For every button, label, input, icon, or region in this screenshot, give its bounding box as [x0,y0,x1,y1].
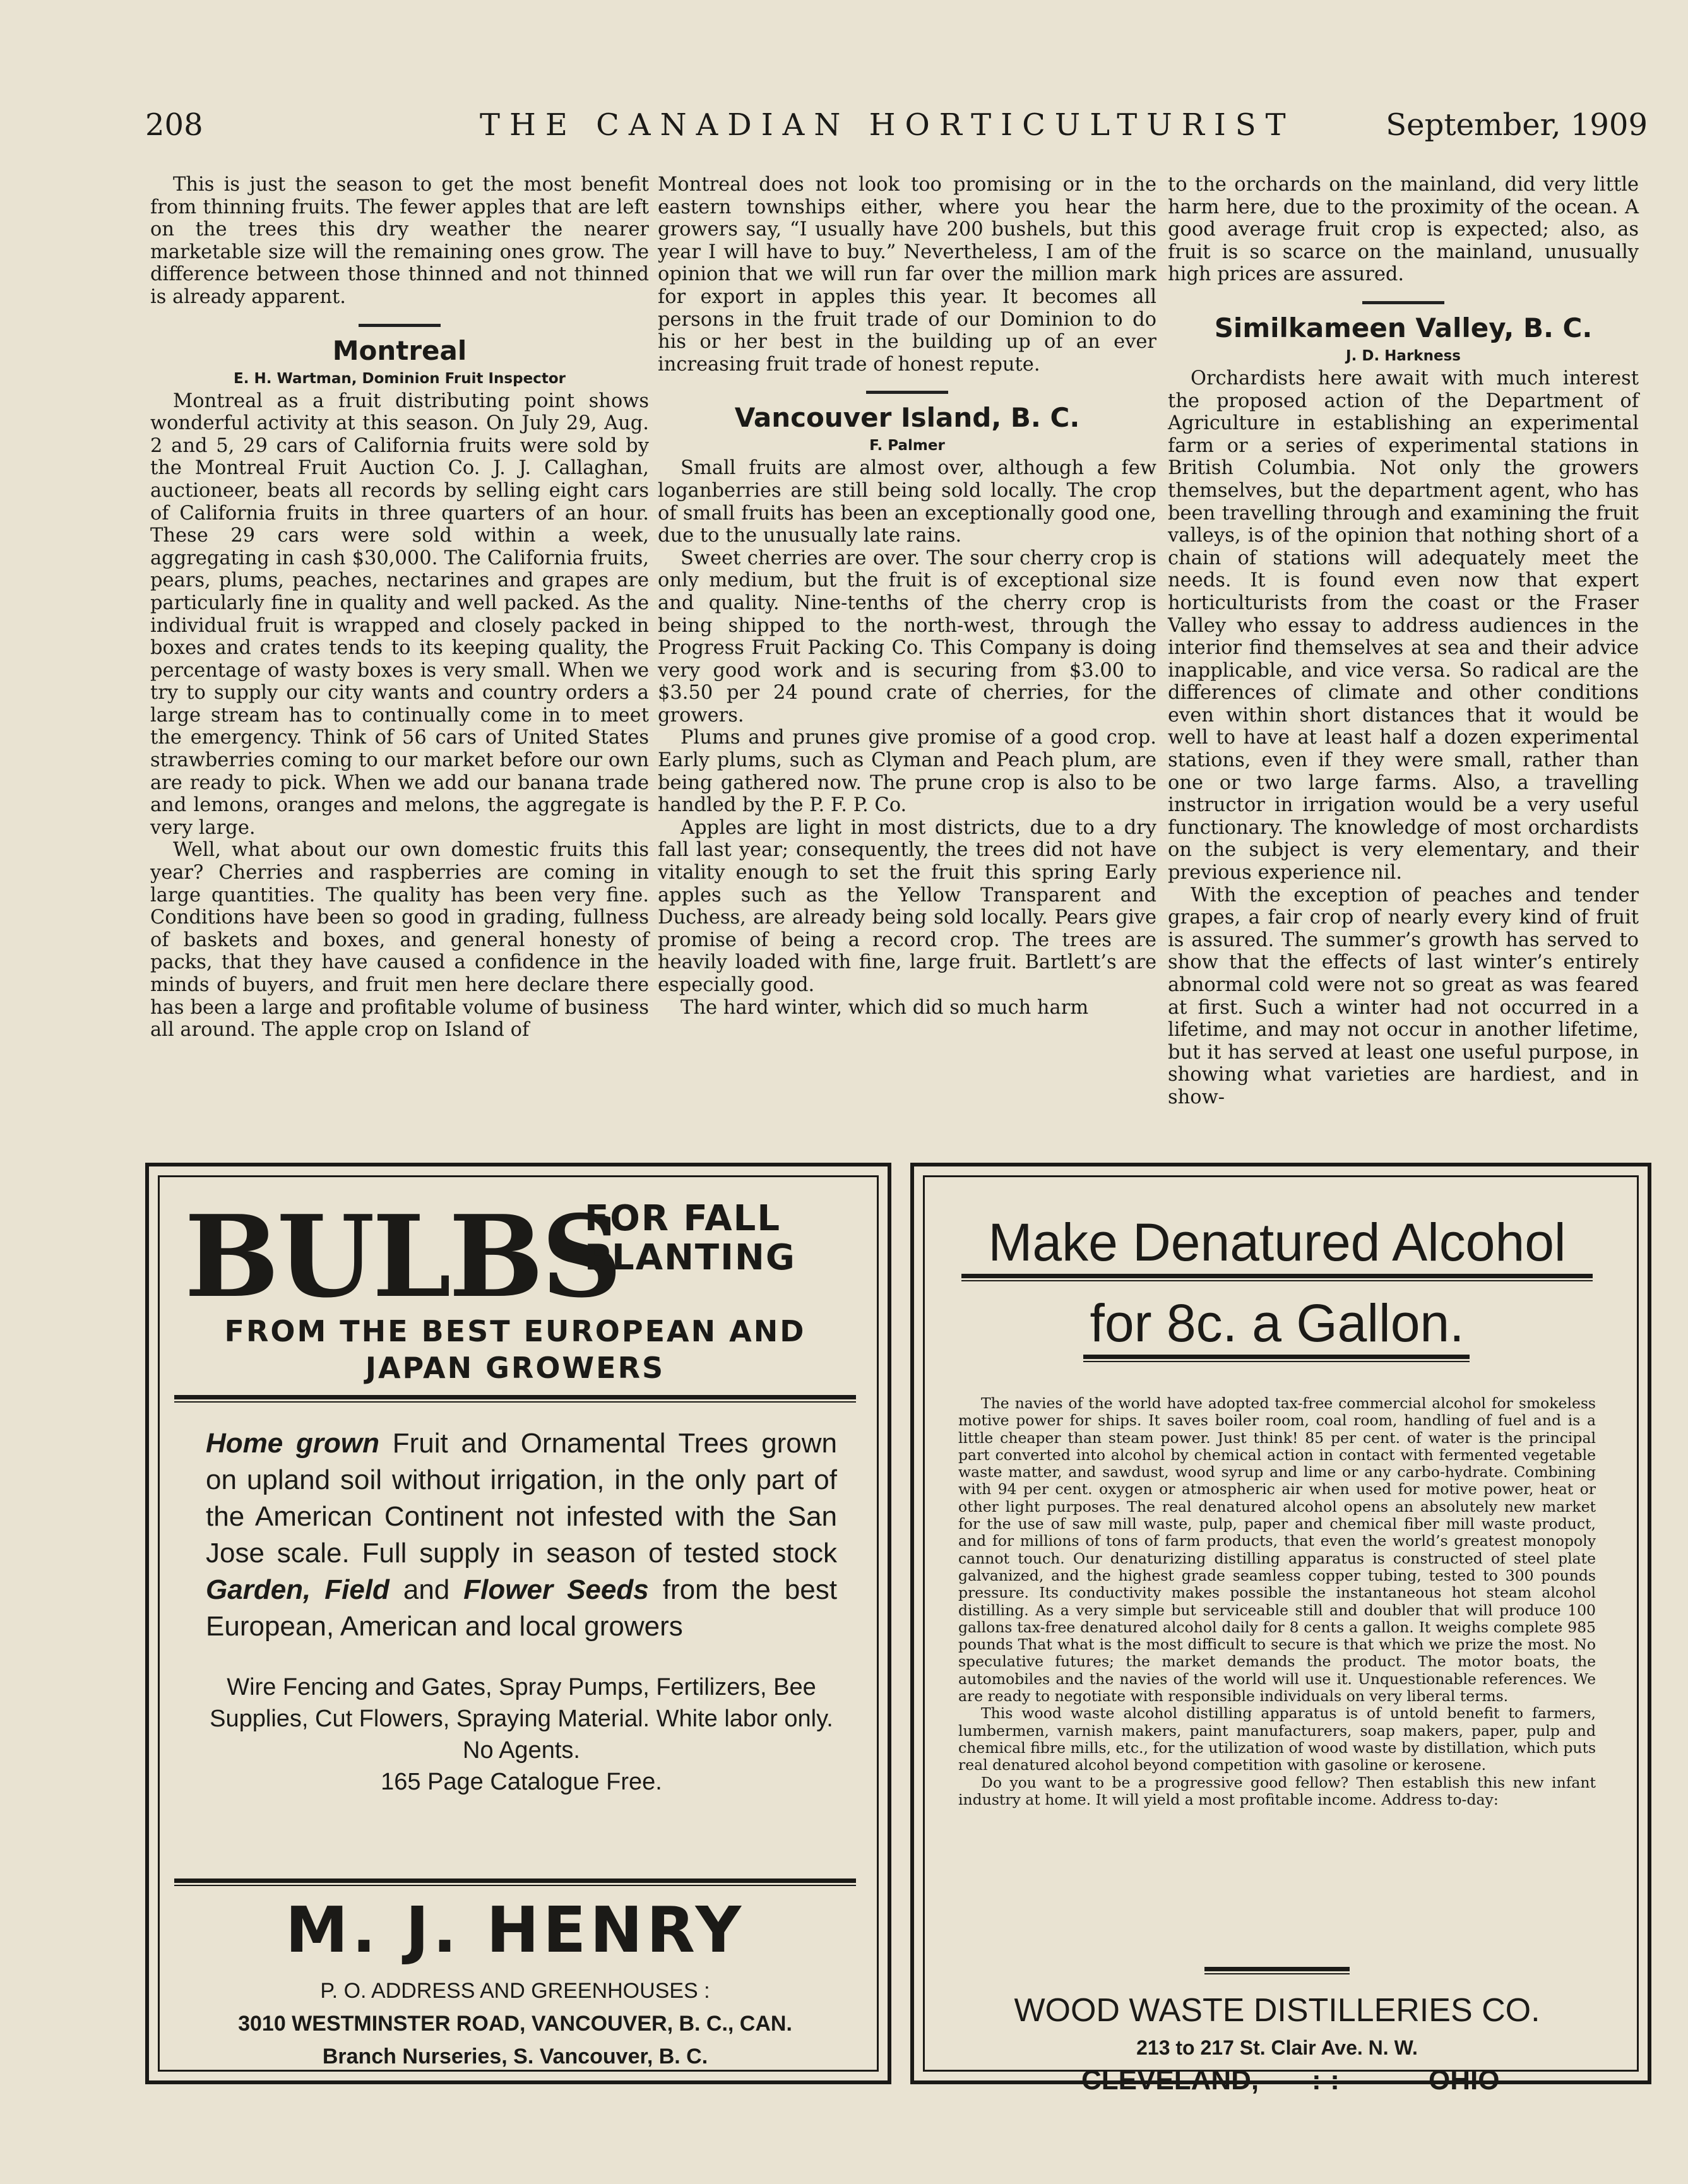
supplies-text: Wire Fencing and Gates, Spray Pumps, Fertilizers, Bee Supplies, Cut Flowers, Spraying Material. White labor only. No Agents. [210,1674,833,1764]
distillery-address: 213 to 217 St. Clair Ave. N. W. [1136,2036,1418,2059]
planting-text: PLANTING [585,1237,796,1278]
alcohol-paragraph-2: This wood waste alcohol distilling apparatus is of untold benefit to farmers, lumbermen, varnish makers, paint manufacturers, soap makers, paper, pulp and chemical fibre mills, etc., for the utilization of wood waste by distillation, which puts real denatured alcohol beyond competition with gasoline or kerosene. [958,1704,1596,1774]
section-divider [866,391,948,394]
montreal-paragraph-2: Well, what about our own domestic fruits this year? Cherries and raspberries are coming in large quantities. The quality has been very fine. Conditions have been so good in grading, fullness of baskets and boxes, and general honesty of packs, that they have caused a confidence in the minds of buyers, and fruit men here declare there has been a large and profitable volume of business all around. The apple crop on Island of [150,839,649,1042]
section-divider [1362,301,1444,304]
city-separator: :-: [1312,2065,1340,2096]
vancouver-paragraph-4: Apples are light in most districts, due to a dry fall last year; consequently, the trees did not have vitality enough to set the fruit this spring Early apples such as the Yellow Transparent and Duchess, are already being sold locally. Pears give promise of being a record crop. The trees are heavily loaded with fine, large fruit. Bartlett’s are especially good. [658,816,1156,996]
vancouver-paragraph-2: Sweet cherries are over. The sour cherry crop is only medium, but the fruit is of exceptional size and quality. Nine-tenths of the cherry crop is being shipped to the north-west, through the Progress Fruit Packing Co. This Company is doing very good work and is securing from $3.00 to $3.50 per 24 pound crate of cherries, for the growers. [658,547,1156,727]
seeds-text-2: Flower Seeds [463,1574,649,1605]
address-label: P. O. ADDRESS AND GREENHOUSES : [320,1979,710,2003]
street-address: 3010 WESTMINSTER ROAD, VANCOUVER, B. C., CAN. [238,2012,792,2036]
alcohol-advertisement [910,1163,1651,2096]
alcohol-paragraph-3: Do you want to be a progressive good fellow? Then establish this new infant industry at home. It will yield a most profitable income. Address to-day: [958,1773,1596,1808]
for-fall-text: FOR FALL [585,1198,782,1239]
bulbs-headline: BULBS [184,1190,620,1322]
section-divider [359,324,441,327]
vancouver-heading: Vancouver Island, B. C. [734,402,1080,434]
alcohol-paragraph-1: The navies of the world have adopted tax-free commercial alcohol for smokeless motive power for ships. It saves boiler room, coal room, handling of fuel and is a little cheaper than steam power. Just think! 85 per cent. of water is the principal part converted into alcohol by chemical action in contact with fermented vegetable waste matter, and sawdust, wood syrup and lime or any carbo-hydrate. Combining with 94 per cent. oxygen or atmospheric air when used for motive power, heat or other light purposes. The real denatured alcohol opens an absolutely new market for the use of saw mill waste, pulp, paper and chemical fiber mill waste product, and for millions of tons of farm products, that even the world’s greatest monopoly cannot touch. Our denaturizing distilling apparatus is constructed of steel plate galvanized, and the highest grade seamless copper tubing, tested to 300 pounds pressure. Its conductivity makes possible the instantaneous hot steam alcohol distilling. As a very simple but serviceable still and doubler that will produce 100 gallons tax-free denatured alcohol daily for 8 cents a gallon. It weighs complete 985 pounds That what is the most difficult to secure is that which we prize the most. No speculative futures; the market demands the product. The motor boats, the automobiles and the navies of the world will use it. Unquestionable references. We are ready to negotiate with responsible individuals on very liberal terms. [958,1394,1596,1706]
page-header [145,106,1648,150]
vancouver-byline: F. Palmer [869,437,945,454]
montreal-heading: Montreal [332,335,467,366]
home-grown-text: Home grown [206,1428,379,1459]
alcohol-headline-1: Make Denatured Alcohol [988,1213,1566,1272]
article-column-2 [658,174,1156,1019]
supplies-list [206,1671,837,1798]
distillery-name: WOOD WASTE DISTILLERIES CO. [1014,1992,1540,2029]
for-fall-planting [585,1199,837,1278]
vancouver-continued: to the orchards on the mainland, did very little harm here, due to the proximity of the ocean. A good average fruit crop is expected; also, as fruit is so scarce on the mainland, unusually high prices are assured. [1168,174,1639,286]
similkameen-paragraph-2: With the exception of peaches and tender grapes, a fair crop of nearly every kind of fruit is assured. The summer’s growth has served to show that the effects of last winter’s entirely abnormal cold were not so great as was feared at first. Such a winter had not occurred in a lifetime, and may not occur in another lifetime, but it has served at least one useful purpose, in showing what varieties are hardiest, and in show- [1168,884,1639,1108]
company-name: M. J. HENRY [285,1893,745,1967]
similkameen-heading: Similkameen Valley, B. C. [1214,312,1593,343]
ad-divider [1204,1967,1350,1974]
and-text: and [389,1574,464,1605]
catalogue-text: 165 Page Catalogue Free. [381,1769,662,1795]
distillery-city: CLEVELAND, [1081,2065,1259,2096]
description-text-1: Fruit and Ornamental Trees grown on upland soil without irrigation, in the only part of the American Continent not infested with the San Jose scale. Full supply in season of tested stock [206,1428,837,1569]
montreal-byline: E. H. Wartman, Dominion Fruit Inspector [234,370,566,387]
issue-date: September, 1909 [1386,107,1648,143]
montreal-paragraph-1: Montreal as a fruit distributing point shows wonderful activity at this season. On July 29, Aug. 2 and 5, 29 cars of California fruits were sold by the Montreal Fruit Auction Co. J. J. Callaghan, auctioneer, beats all records by selling eight cars of California fruits in three quarters of an hour. These 29 cars were sold within a week, aggregating in cash $30,000. The California fruits, pears, plums, peaches, nectarines and grapes are particularly fine in quality and well packed. As the individual fruit is wrapped and closely packed in boxes and crates tends to its keeping quality, the percentage of wasty boxes is very small. When we try to supply our city wants and country orders a large stream has to continually come in to meet the emergency. Think of 56 cars of United States strawberries coming to our market before our own are ready to pick. When we add our banana trade and lemons, oranges and melons, the aggregate is very large. [150,389,649,839]
similkameen-paragraph-1: Orchardists here await with much interest the proposed action of the Department of Agriculture in establishing an experimental farm or a series of experimental stations in British Columbia. Not only the growers themselves, but the department agent, who has been travelling through and examining the fruit valleys, is of the opinion that nothing short of a chain of stations will adequately meet the needs. It is found even now that expert horticulturists from the coast or the Fraser Valley who essay to address audiences in the interior find themselves at sea and their advice inapplicable, and vice versa. So radical are the differences of climate and other conditions even within short distances that it would be well to have at least half a dozen experimental stations, even if they were small, rather than one or two large farms. Also, a travelling instructor in irrigation would be a very useful functionary. The knowledge of most orchardists on the subject is very elementary, and their previous experience nil. [1168,367,1639,884]
alcohol-body [958,1395,1596,1808]
magazine-title: THE CANADIAN HORTICULTURIST [480,107,1295,143]
ad-divider [1083,1355,1470,1362]
vancouver-paragraph-1: Small fruits are almost over, although a few loganberries are still being sold locally. The crop of small fruits has been an exceptionally good one, due to the unusually late rains. [658,457,1156,547]
thinning-paragraph: This is just the season to get the most benefit from thinning fruits. The fewer apples that are left on the trees this dry weather the nearer marketable size will the remaining ones grow. The difference between those thinned and not thinned is already apparent. [150,174,649,308]
page-number: 208 [145,107,203,143]
ad-divider [174,1395,856,1403]
vancouver-paragraph-3: Plums and prunes give promise of a good crop. Early plums, such as Clyman and Peach plum, are being gathered now. The prune crop is also to be handled by the P. F. P. Co. [658,727,1156,817]
company-address [174,1974,856,2073]
vancouver-paragraph-5: The hard winter, which did so much harm [681,996,1089,1019]
description-text-2: from the best European, American and local growers [206,1574,837,1642]
alcohol-headline-2: for 8c. a Gallon. [1090,1293,1465,1353]
bulbs-advertisement [145,1163,891,2084]
distillery-state: OHIO [1429,2065,1500,2096]
branch-address: Branch Nurseries, S. Vancouver, B. C. [322,2045,708,2068]
article-column-3 [1168,174,1639,1109]
article-column-1 [150,174,649,1042]
ad-divider [174,1878,856,1886]
nursery-description [206,1425,837,1645]
montreal-continued: Montreal does not look too promising or in the eastern townships either, where you hear the growers say, “I usually have 200 bushels, but this year I will have to buy.” Nevertheless, I am of the opinion that we will run far over the million mark for export in apples this year. It becomes all persons in the fruit trade of our Dominion to do his or her best in the building up of an ever increasing fruit trade of honest repute. [658,174,1156,376]
seeds-text-1: Garden, Field [206,1574,389,1605]
similkameen-byline: J. D. Harkness [1346,347,1461,364]
growers-line: FROM THE BEST EUROPEAN AND JAPAN GROWERS [224,1314,806,1385]
ad-divider [961,1274,1593,1281]
